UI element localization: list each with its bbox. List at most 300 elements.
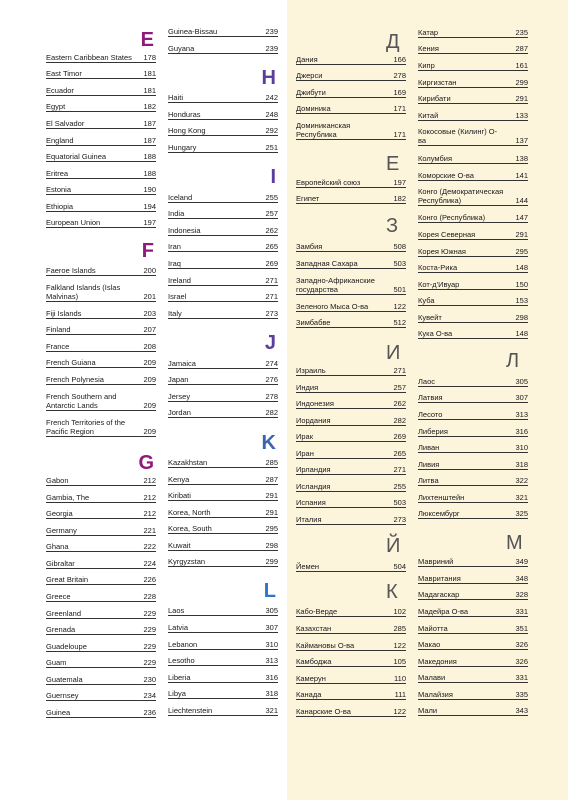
section-letter: И: [386, 342, 401, 364]
index-entry: [46, 202, 156, 212]
index-entry: [296, 276, 406, 295]
index-entry: [296, 259, 406, 269]
index-entry: [168, 541, 278, 551]
entry-page-number: 295: [265, 524, 278, 533]
entry-name: Мали: [418, 706, 438, 715]
entry-name: Hungary: [168, 143, 197, 152]
entry-name: Камерун: [296, 674, 326, 683]
entry-name: Korea, South: [168, 524, 212, 533]
entry-page-number: 271: [265, 276, 278, 285]
entry-name: Коморские О-ва: [418, 171, 474, 180]
index-entry: [168, 292, 278, 302]
entry-page-number: 226: [143, 575, 156, 584]
index-entry: [296, 515, 406, 525]
index-entry: [296, 383, 406, 393]
entry-page-number: 182: [393, 194, 406, 203]
index-entry: [46, 86, 156, 96]
entry-page-number: 313: [265, 656, 278, 665]
entry-page-number: 305: [265, 606, 278, 615]
index-entry: [46, 185, 156, 195]
index-entry: [46, 375, 156, 385]
entry-page-number: 298: [265, 541, 278, 550]
entry-page-number: 292: [265, 126, 278, 135]
entry-name: France: [46, 342, 70, 351]
index-entry: [418, 410, 528, 420]
entry-name: Israel: [168, 292, 187, 301]
entry-name: Libya: [168, 689, 186, 698]
entry-page-number: 150: [515, 280, 528, 289]
entry-page-number: 105: [393, 657, 406, 666]
index-entry: [296, 432, 406, 442]
entry-name: Fiji Islands: [46, 309, 82, 318]
index-entry: [296, 55, 406, 65]
index-entry: [168, 44, 278, 54]
entry-name: Finland: [46, 325, 71, 334]
entry-name: Guam: [46, 658, 67, 667]
entry-name: Ливан: [418, 443, 440, 452]
entry-page-number: 278: [393, 71, 406, 80]
index-entry: [296, 690, 406, 700]
entry-name: Иордания: [296, 416, 331, 425]
index-entry: [418, 44, 528, 54]
index-entry: [418, 263, 528, 273]
section-letter: М: [506, 532, 523, 554]
index-entry: [46, 342, 156, 352]
entry-name: Кабо-Верде: [296, 607, 338, 616]
entry-name: Индонезия: [296, 399, 334, 408]
index-entry: [418, 230, 528, 240]
entry-page-number: 187: [143, 136, 156, 145]
entry-name: French Territories of the Pacific Region: [46, 418, 126, 436]
entry-name: Jamaica: [168, 359, 196, 368]
index-entry: [46, 658, 156, 668]
entry-page-number: 331: [515, 673, 528, 682]
index-entry: [168, 508, 278, 518]
entry-page-number: 229: [143, 609, 156, 618]
index-entry: [296, 641, 406, 651]
index-entry: [418, 280, 528, 290]
entry-page-number: 326: [515, 657, 528, 666]
entry-page-number: 271: [393, 465, 406, 474]
entry-name: Доминика: [296, 104, 331, 113]
entry-name: Исландия: [296, 482, 331, 491]
entry-page-number: 212: [143, 509, 156, 518]
entry-page-number: 166: [393, 55, 406, 64]
entry-name: French Guiana: [46, 358, 96, 367]
entry-name: Зимбабве: [296, 318, 331, 327]
index-entry: [418, 574, 528, 584]
entry-name: Кука О-ва: [418, 329, 453, 338]
entry-name: Лихтенштейн: [418, 493, 465, 502]
entry-name: Greenland: [46, 609, 82, 618]
entry-name: Мадагаскар: [418, 590, 460, 599]
entry-page-number: 504: [393, 562, 406, 571]
entry-name: Grenada: [46, 625, 76, 634]
index-entry: [168, 623, 278, 633]
entry-page-number: 351: [515, 624, 528, 633]
entry-page-number: 313: [515, 410, 528, 419]
section-letter: З: [386, 215, 399, 237]
entry-name: Georgia: [46, 509, 73, 518]
entry-name: Западная Сахара: [296, 259, 358, 268]
index-entry: [296, 121, 406, 140]
entry-page-number: 255: [393, 482, 406, 491]
entry-name: Макао: [418, 640, 441, 649]
index-entry: [168, 359, 278, 369]
index-entry: [418, 296, 528, 306]
entry-name: Equatorial Guinea: [46, 152, 107, 161]
index-entry: [418, 557, 528, 567]
entry-page-number: 229: [143, 642, 156, 651]
entry-page-number: 508: [393, 242, 406, 251]
section-letter: К: [386, 581, 398, 603]
index-entry: [418, 509, 528, 519]
entry-name: Зеленого Мыса О-ва: [296, 302, 369, 311]
index-entry: [296, 482, 406, 492]
entry-name: Дания: [296, 55, 318, 64]
entry-name: Европейский союз: [296, 178, 361, 187]
entry-page-number: 262: [265, 226, 278, 235]
entry-name: Japan: [168, 375, 189, 384]
entry-page-number: 307: [265, 623, 278, 632]
index-entry: [168, 524, 278, 534]
index-entry: [296, 104, 406, 114]
index-entry: [296, 624, 406, 634]
entry-name: Ecuador: [46, 86, 74, 95]
index-entry: [168, 656, 278, 666]
entry-name: Korea, North: [168, 508, 211, 517]
index-entry: [418, 154, 528, 164]
index-entry: [168, 193, 278, 203]
entry-name: Литва: [418, 476, 439, 485]
index-entry: [418, 640, 528, 650]
index-entry: [46, 136, 156, 146]
entry-page-number: 138: [515, 154, 528, 163]
entry-page-number: 273: [265, 309, 278, 318]
entry-name: Kenya: [168, 475, 190, 484]
entry-page-number: 181: [143, 86, 156, 95]
index-entry: [418, 443, 528, 453]
entry-name: Germany: [46, 526, 77, 535]
entry-name: Куба: [418, 296, 435, 305]
entry-page-number: 291: [265, 491, 278, 500]
entry-page-number: 310: [515, 443, 528, 452]
entry-name: Ghana: [46, 542, 69, 551]
entry-name: Ирландия: [296, 465, 331, 474]
entry-name: Лаос: [418, 377, 436, 386]
index-entry: [418, 624, 528, 634]
entry-name: Киргизстан: [418, 78, 457, 87]
index-entry: [418, 111, 528, 121]
entry-name: Малави: [418, 673, 446, 682]
entry-page-number: 343: [515, 706, 528, 715]
index-entry: [418, 590, 528, 600]
index-entry: [418, 247, 528, 257]
entry-page-number: 271: [393, 366, 406, 375]
index-entry: [46, 102, 156, 112]
entry-page-number: 161: [515, 61, 528, 70]
entry-name: Лесото: [418, 410, 443, 419]
index-entry: [296, 71, 406, 81]
entry-page-number: 325: [515, 509, 528, 518]
entry-page-number: 348: [515, 574, 528, 583]
entry-name: Haiti: [168, 93, 184, 102]
entry-page-number: 305: [515, 377, 528, 386]
index-entry: [418, 377, 528, 387]
entry-page-number: 230: [143, 675, 156, 684]
entry-page-number: 209: [143, 427, 156, 436]
entry-page-number: 501: [393, 285, 406, 294]
index-entry: [418, 393, 528, 403]
index-entry: [296, 194, 406, 204]
entry-page-number: 224: [143, 559, 156, 568]
entry-name: Канада: [296, 690, 322, 699]
entry-page-number: 209: [143, 358, 156, 367]
entry-page-number: 169: [393, 88, 406, 97]
entry-name: Guernsey: [46, 691, 79, 700]
entry-name: Jersey: [168, 392, 191, 401]
index-entry: [168, 408, 278, 418]
entry-name: Македония: [418, 657, 457, 666]
index-entry: [418, 213, 528, 223]
index-entry: [418, 127, 528, 146]
entry-page-number: 269: [393, 432, 406, 441]
entry-page-number: 122: [393, 641, 406, 650]
entry-name: Indonesia: [168, 226, 201, 235]
entry-page-number: 298: [515, 313, 528, 322]
entry-name: Laos: [168, 606, 185, 615]
section-letter: F: [141, 240, 154, 262]
entry-name: Egypt: [46, 102, 66, 111]
index-entry: [296, 707, 406, 717]
entry-page-number: 212: [143, 493, 156, 502]
entry-page-number: 503: [393, 498, 406, 507]
index-entry: [46, 609, 156, 619]
index-entry: [168, 606, 278, 616]
entry-name: Латвия: [418, 393, 443, 402]
section-letter: L: [263, 580, 276, 602]
index-entry: [168, 458, 278, 468]
section-letter: J: [264, 332, 276, 354]
entry-name: French Polynesia: [46, 375, 104, 384]
entry-page-number: 222: [143, 542, 156, 551]
entry-name: Иран: [296, 449, 314, 458]
section-letter: Й: [386, 535, 401, 557]
entry-name: Индия: [296, 383, 319, 392]
index-entry: [46, 358, 156, 368]
entry-name: Faeroe Islands: [46, 266, 96, 275]
entry-page-number: 512: [393, 318, 406, 327]
section-letter: Д: [386, 31, 400, 53]
entry-page-number: 349: [515, 557, 528, 566]
index-entry: [296, 242, 406, 252]
entry-page-number: 234: [143, 691, 156, 700]
entry-page-number: 239: [265, 27, 278, 36]
index-entry: [46, 392, 156, 411]
index-entry: [418, 313, 528, 323]
index-entry: [418, 61, 528, 71]
index-entry: [168, 276, 278, 286]
index-entry: [46, 309, 156, 319]
entry-page-number: 137: [515, 136, 528, 145]
entry-page-number: 265: [393, 449, 406, 458]
section-letter: I: [270, 166, 276, 188]
entry-page-number: 285: [265, 458, 278, 467]
entry-name: Замбия: [296, 242, 323, 251]
entry-page-number: 322: [515, 476, 528, 485]
entry-page-number: 171: [393, 104, 406, 113]
entry-name: El Salvador: [46, 119, 85, 128]
index-entry: [168, 27, 278, 37]
index-entry: [46, 575, 156, 585]
index-entry: [46, 542, 156, 552]
section-letter: Е: [386, 153, 400, 175]
index-entry: [168, 640, 278, 650]
index-entry: [46, 493, 156, 503]
index-entry: [418, 673, 528, 683]
entry-name: Камбоджа: [296, 657, 332, 666]
index-entry: [168, 375, 278, 385]
index-entry: [46, 119, 156, 129]
entry-name: Guinea-Bissau: [168, 27, 218, 36]
entry-name: Honduras: [168, 110, 201, 119]
entry-name: Кипр: [418, 61, 435, 70]
index-entry: [418, 78, 528, 88]
entry-name: Guinea: [46, 708, 71, 717]
entry-page-number: 187: [143, 119, 156, 128]
entry-name: Guatemala: [46, 675, 83, 684]
entry-page-number: 316: [515, 427, 528, 436]
entry-name: Ethiopia: [46, 202, 74, 211]
entry-name: Guadeloupe: [46, 642, 87, 651]
index-entry: [46, 675, 156, 685]
index-entry: [418, 28, 528, 38]
entry-name: Либерия: [418, 427, 448, 436]
index-entry: [46, 53, 156, 63]
index-entry: [168, 475, 278, 485]
entry-name: Корея Северная: [418, 230, 476, 239]
entry-name: Джибути: [296, 88, 326, 97]
entry-page-number: 207: [143, 325, 156, 334]
entry-page-number: 133: [515, 111, 528, 120]
entry-page-number: 299: [265, 557, 278, 566]
entry-name: Greece: [46, 592, 71, 601]
entry-page-number: 295: [515, 247, 528, 256]
index-entry: [46, 69, 156, 79]
entry-page-number: 102: [393, 607, 406, 616]
entry-name: England: [46, 136, 74, 145]
entry-page-number: 171: [393, 130, 406, 139]
entry-name: Kyrgyzstan: [168, 557, 206, 566]
entry-page-number: 285: [393, 624, 406, 633]
entry-name: Мавритания: [418, 574, 461, 583]
entry-name: Доминиканская Республика: [296, 121, 351, 139]
entry-page-number: 148: [515, 329, 528, 338]
entry-page-number: 209: [143, 375, 156, 384]
section-letter: K: [261, 432, 276, 454]
entry-page-number: 197: [393, 178, 406, 187]
index-entry: [168, 491, 278, 501]
entry-page-number: 197: [143, 218, 156, 227]
index-entry: [418, 493, 528, 503]
entry-page-number: 229: [143, 658, 156, 667]
entry-page-number: 239: [265, 44, 278, 53]
entry-name: Lesotho: [168, 656, 195, 665]
entry-name: Люксембург: [418, 509, 460, 518]
index-entry: [418, 476, 528, 486]
entry-name: Кения: [418, 44, 439, 53]
index-entry: [418, 706, 528, 716]
entry-name: Italy: [168, 309, 182, 318]
index-entry: [168, 309, 278, 319]
entry-page-number: 221: [143, 526, 156, 535]
entry-page-number: 287: [515, 44, 528, 53]
entry-page-number: 200: [143, 266, 156, 275]
index-entry: [296, 318, 406, 328]
entry-page-number: 153: [515, 296, 528, 305]
entry-name: Мадейра О-ва: [418, 607, 469, 616]
entry-page-number: 147: [515, 213, 528, 222]
entry-name: Каймановы О-ва: [296, 641, 355, 650]
entry-page-number: 228: [143, 592, 156, 601]
index-entry: [418, 460, 528, 470]
entry-name: Джерси: [296, 71, 323, 80]
entry-page-number: 178: [143, 53, 156, 62]
entry-name: Корея Южная: [418, 247, 466, 256]
index-entry: [418, 657, 528, 667]
index-entry: [168, 209, 278, 219]
entry-page-number: 265: [265, 242, 278, 251]
entry-name: Guyana: [168, 44, 195, 53]
index-entry: [168, 706, 278, 716]
index-entry: [296, 562, 406, 572]
section-letter: H: [261, 67, 276, 89]
index-entry: [46, 218, 156, 228]
entry-page-number: 274: [265, 359, 278, 368]
entry-name: Falkland Islands (Islas Malvinas): [46, 283, 121, 301]
index-entry: [296, 607, 406, 617]
index-entry: [168, 93, 278, 103]
entry-page-number: 321: [265, 706, 278, 715]
index-entry: [296, 498, 406, 508]
index-entry: [418, 329, 528, 339]
index-entry: [418, 187, 528, 206]
entry-page-number: 203: [143, 309, 156, 318]
index-entry: [46, 625, 156, 635]
entry-page-number: 273: [393, 515, 406, 524]
entry-name: India: [168, 209, 185, 218]
entry-page-number: 188: [143, 169, 156, 178]
entry-name: Израиль: [296, 366, 326, 375]
entry-page-number: 236: [143, 708, 156, 717]
entry-name: Liechtenstein: [168, 706, 213, 715]
entry-page-number: 282: [265, 408, 278, 417]
index-entry: [46, 266, 156, 276]
entry-name: Estonia: [46, 185, 72, 194]
index-entry: [418, 607, 528, 617]
entry-name: Конго (Республика): [418, 213, 486, 222]
index-entry: [418, 690, 528, 700]
entry-page-number: 328: [515, 590, 528, 599]
entry-name: Кот-д'Ивуар: [418, 280, 460, 289]
index-entry: [168, 689, 278, 699]
index-entry: [296, 657, 406, 667]
entry-page-number: 181: [143, 69, 156, 78]
entry-page-number: 299: [515, 78, 528, 87]
index-entry: [46, 169, 156, 179]
entry-page-number: 331: [515, 607, 528, 616]
index-entry: [296, 88, 406, 98]
